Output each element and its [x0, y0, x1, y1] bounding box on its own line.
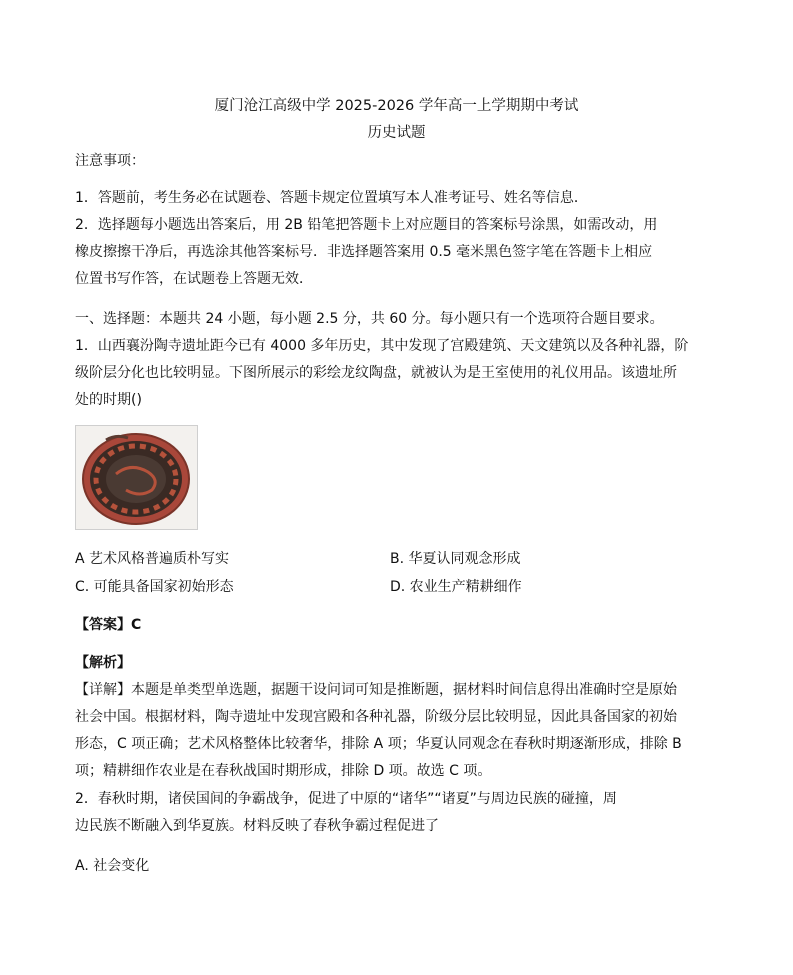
exam-subtitle: 历史试题 [367, 125, 426, 141]
exam-title: 厦门沧江高级中学 2025-2026 学年高一上学期期中考试 [214, 98, 579, 114]
notice-item-2-line-3: 位置书写作答，在试题卷上答题无效． [75, 271, 313, 287]
q1-option-a: A 艺术风格普遍质朴写实 [75, 551, 230, 567]
q1-option-c: C. 可能具备国家初始形态 [75, 579, 234, 595]
q2-stem-line-1: 2．春秋时期，诸侯国间的争霸战争，促进了中原的“诸华”“诸夏”与周边民族的碰撞，周 [75, 791, 617, 807]
q1-analysis-line-4: 项；精耕细作农业是在春秋战国时期形成，排除 D 项。故选 C 项。 [75, 763, 492, 779]
painted-dragon-plate-image [75, 425, 198, 530]
q1-answer: 【答案】C [75, 617, 142, 633]
q1-analysis-line-1: 【详解】本题是单类型单选题，据题干设问词可知是推断题，据材料时间信息得出准确时空是原始 [75, 682, 677, 698]
notice-item-1: 1．答题前，考生务必在试题卷、答题卡规定位置填写本人准考证号、姓名等信息． [75, 190, 588, 206]
notice-heading: 注意事项： [75, 153, 145, 169]
notice-item-2-line-1: 2．选择题每小题选出答案后，用 2B 铅笔把答题卡上对应题目的答案标号涂黑，如需改动，用 [75, 217, 658, 233]
pottery-plate-illustration [76, 426, 197, 529]
q1-stem-line-3: 处的时期() [75, 392, 142, 408]
q1-stem-line-1: 1．山西襄汾陶寺遗址距今已有 4000 多年历史，其中发现了宫殿建筑、天文建筑以及各种礼器，阶 [75, 338, 689, 354]
notice-item-2-line-2: 橡皮擦擦干净后，再选涂其他答案标号．非选择题答案用 0.5 毫米黑色签字笔在答题卡上相应 [75, 244, 653, 260]
q1-option-d: D. 农业生产精耕细作 [390, 579, 522, 595]
q1-analysis-line-2: 社会中国。根据材料，陶寺遗址中发现宫殿和各种礼器，阶级分层比较明显，因此具备国家的初始 [75, 709, 677, 725]
q2-option-a: A. 社会变化 [75, 858, 150, 874]
q2-stem-line-2: 边民族不断融入到华夏族。材料反映了春秋争霸过程促进了 [75, 818, 439, 834]
q1-analysis-line-3: 形态，C 项正确；艺术风格整体比较奢华，排除 A 项；华夏认同观念在春秋时期逐渐形成，排除 B [75, 736, 682, 752]
q1-analysis-label: 【解析】 [75, 655, 131, 671]
q1-option-b: B. 华夏认同观念形成 [390, 551, 521, 567]
q1-stem-line-2: 级阶层分化也比较明显。下图所展示的彩绘龙纹陶盘，就被认为是王室使用的礼仪用品。该遗址所 [75, 365, 677, 381]
section-heading: 一、选择题：本题共 24 小题，每小题 2.5 分，共 60 分。每小题只有一个选项符合题目要求。 [75, 311, 664, 327]
